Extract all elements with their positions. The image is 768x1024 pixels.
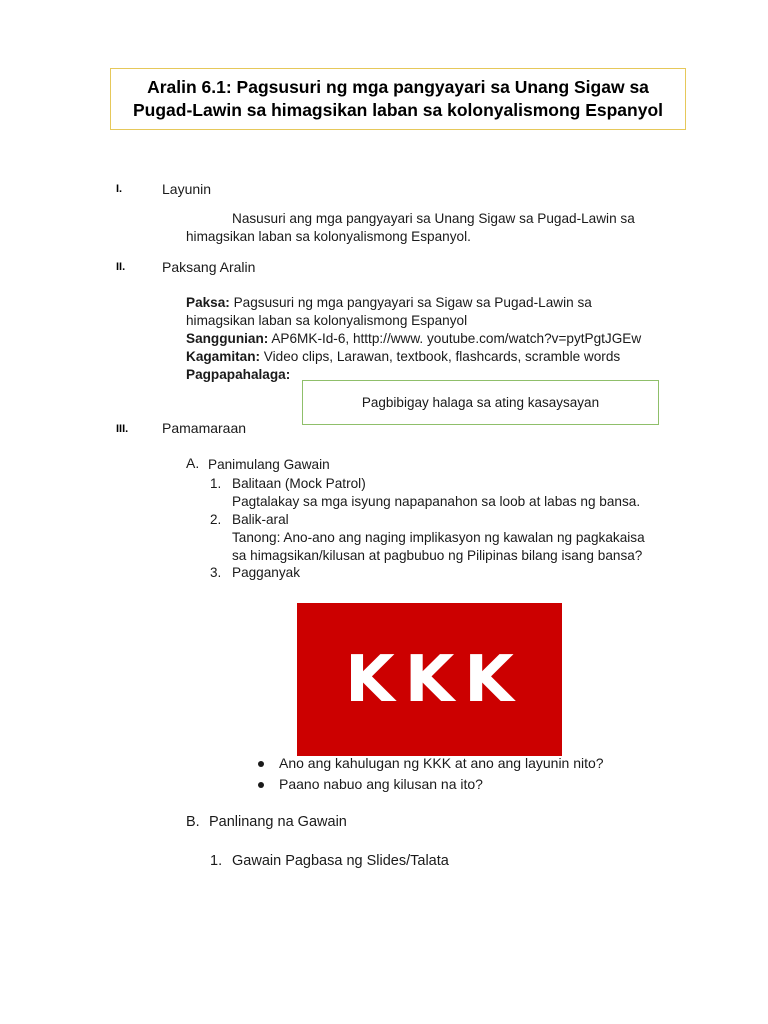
bullet-2-dot (258, 782, 264, 788)
section-2-numeral: II. (116, 261, 126, 273)
lesson-title-box (110, 68, 686, 130)
subsection-b-letter: B. (186, 814, 200, 830)
item-2-text-line-1: Tanong: Ano-ano ang naging implikasyon ng kawalan ng pagkakaisa (232, 530, 645, 545)
lesson-title-line-1: Aralin 6.1: Pagsusuri ng mga pangyayari sa Unang Sigaw sa (147, 77, 649, 97)
item-2-text-line-2: sa himagsikan/kilusan at pagbubuo ng Pilipinas bilang isang bansa? (232, 548, 643, 563)
sanggunian-line (186, 330, 641, 348)
section-1-numeral: I. (116, 183, 123, 195)
pagpapahalaga-value: Pagbibigay halaga sa ating kasaysayan (361, 395, 600, 410)
b-item-1-title: Gawain Pagbasa ng Slides/Talata (232, 853, 449, 869)
sanggunian-label: Sanggunian: (186, 331, 269, 346)
paksa-value: Pagsusuri ng mga pangyayari sa Sigaw sa Pugad-Lawin sa (229, 295, 592, 310)
layunin-text-line-2: himagsikan laban sa kolonyalismong Espanyol. (186, 229, 471, 244)
layunin-text-line-1: Nasusuri ang mga pangyayari sa Unang Sigaw sa Pugad-Lawin sa (232, 211, 635, 226)
section-2-heading: Paksang Aralin (162, 259, 256, 275)
pagpapahalaga-label: Pagpapahalaga: (186, 367, 291, 382)
sanggunian-value: AP6MK-Id-6, htttp://www. youtube.com/watch?v=pytPgtJGEw (268, 331, 642, 346)
section-3-numeral: III. (116, 423, 129, 435)
item-2-title: Balik-aral (232, 512, 289, 527)
item-2-number: 2. (210, 512, 222, 527)
lesson-title-line-2: Pugad-Lawin sa himagsikan laban sa kolonyalismong Espanyol (133, 100, 663, 120)
paksa-label: Paksa: (186, 295, 230, 310)
item-1-number: 1. (210, 476, 222, 491)
bullet-1-text: Ano ang kahulugan ng KKK at ano ang layunin nito? (279, 755, 604, 771)
section-3-heading: Pamamaraan (162, 420, 247, 436)
bullet-1-dot (258, 761, 264, 767)
bullet-2-text: Paano nabuo ang kilusan na ito? (279, 776, 483, 792)
pagpapahalaga-box (302, 380, 659, 425)
kkk-image-text: KKK (345, 642, 524, 717)
kagamitan-line (186, 348, 620, 366)
subsection-b-title: Panlinang na Gawain (209, 814, 347, 830)
kagamitan-label: Kagamitan: (186, 349, 261, 364)
paksa-line-2: himagsikan laban sa kolonyalismong Espanyol (186, 313, 468, 328)
item-3-title: Pagganyak (232, 565, 301, 580)
paksa-line-1 (186, 294, 592, 312)
item-1-text: Pagtalakay sa mga isyung napapanahon sa loob at labas ng bansa. (232, 494, 641, 509)
subsection-a-title: Panimulang Gawain (208, 457, 330, 472)
section-1-heading: Layunin (162, 181, 212, 197)
item-1-title: Balitaan (Mock Patrol) (232, 476, 366, 491)
kagamitan-value: Video clips, Larawan, textbook, flashcards, scramble words (260, 349, 621, 364)
b-item-1-number: 1. (210, 853, 223, 869)
subsection-a-letter: A. (186, 455, 200, 471)
kkk-image (297, 603, 562, 756)
item-3-number: 3. (210, 565, 222, 580)
